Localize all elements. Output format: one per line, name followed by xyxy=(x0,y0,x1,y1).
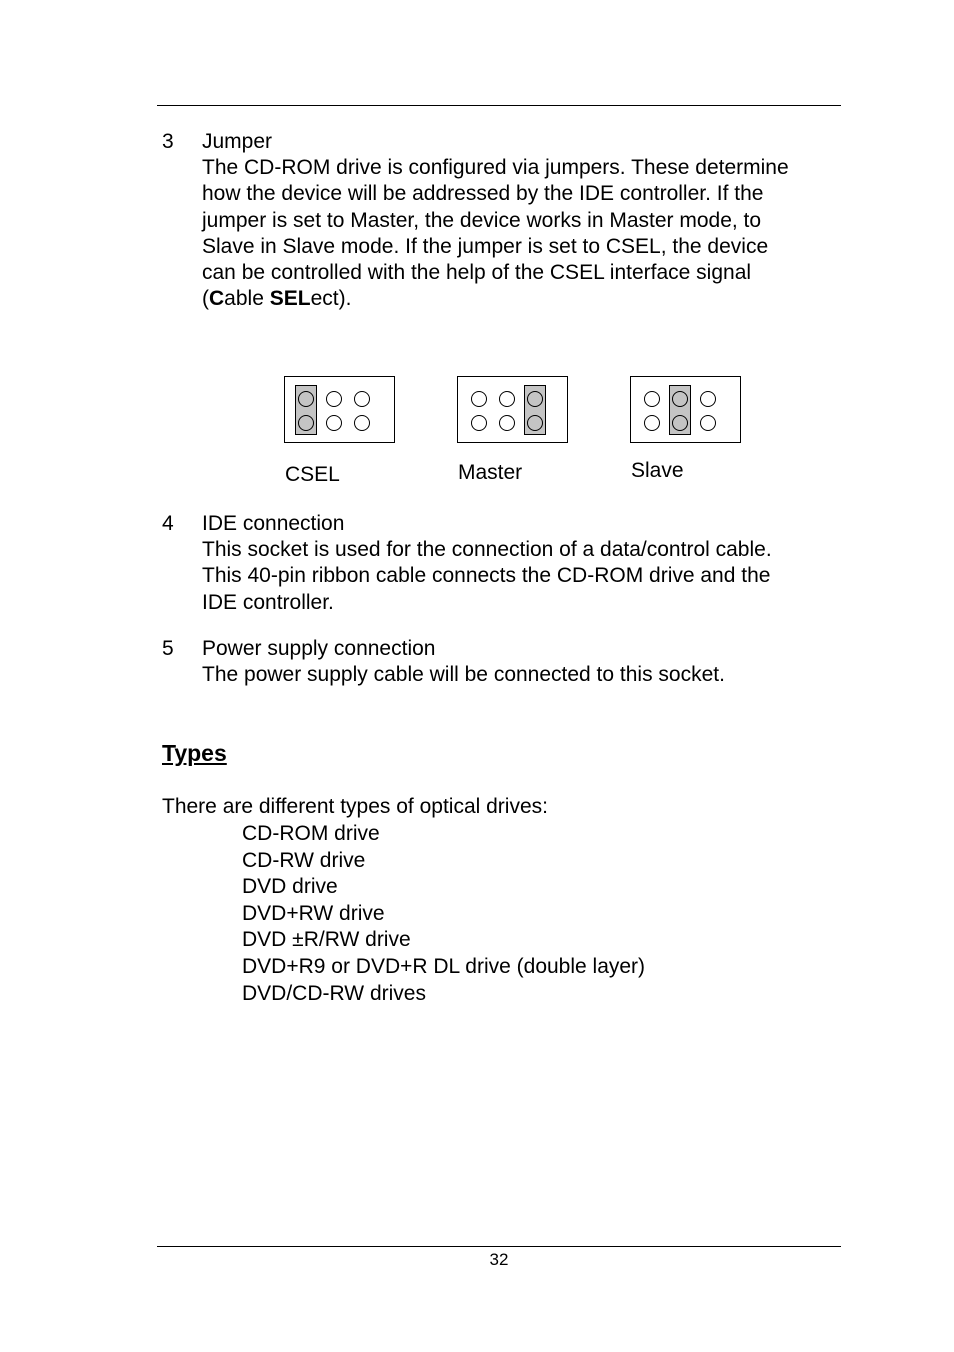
item-3-line: Slave in Slave mode. If the jumper is set to CSEL, the device xyxy=(202,234,769,258)
item-3-block xyxy=(202,129,852,312)
footer-rule xyxy=(157,1246,841,1247)
item-4-line: IDE controller. xyxy=(202,590,334,614)
list-item: DVD ±R/RW drive xyxy=(242,928,411,952)
jumper-pin xyxy=(499,415,515,431)
jumper-pin xyxy=(354,415,370,431)
item-3-line: jumper is set to Master, the device works in Master mode, to xyxy=(202,208,762,232)
item-4-line: This 40-pin ribbon cable connects the CD-ROM drive and the xyxy=(202,564,771,588)
types-intro: There are different types of optical drives: xyxy=(162,795,548,818)
list-item: DVD drive xyxy=(242,875,338,899)
jumper-label: Slave xyxy=(631,459,684,482)
jumper-pin xyxy=(354,391,370,407)
list-item: DVD+RW drive xyxy=(242,901,385,925)
item-number-5: 5 xyxy=(162,637,174,660)
list-item: CD-ROM drive xyxy=(242,822,380,845)
jumper-pin xyxy=(298,391,314,407)
jumper-pin xyxy=(326,391,342,407)
jumper-block xyxy=(630,376,741,443)
jumper-block xyxy=(457,376,568,443)
item-3-last-line xyxy=(202,286,852,312)
jumper-pin xyxy=(499,391,515,407)
item-number-3: 3 xyxy=(162,130,174,153)
jumper-label: Master xyxy=(458,461,523,484)
item-number-4: 4 xyxy=(162,512,174,535)
item-5-line: The power supply cable will be connected to this socket. xyxy=(202,663,725,687)
item-5-title: Power supply connection xyxy=(202,637,436,660)
item-3-line: can be controlled with the help of the CSEL interface signal xyxy=(202,261,752,285)
types-heading: Types xyxy=(162,740,227,766)
jumper-pin xyxy=(471,391,487,407)
item-3-line: The CD-ROM drive is configured via jumpers. These determine xyxy=(202,156,789,180)
jumper-label: CSEL xyxy=(285,463,340,486)
item-4-line: This socket is used for the connection of a data/control cable. xyxy=(202,538,772,562)
jumper-pin xyxy=(644,391,660,407)
jumper-pin xyxy=(700,391,716,407)
list-item: CD-RW drive xyxy=(242,848,366,872)
jumper-pin xyxy=(644,415,660,431)
item-3-line: how the device will be addressed by the IDE controller. If the xyxy=(202,182,764,206)
types-list xyxy=(242,821,645,1007)
item-4-title: IDE connection xyxy=(202,512,345,535)
jumper-pin xyxy=(672,415,688,431)
paren-open: ( xyxy=(202,287,209,311)
jumper-block xyxy=(284,376,395,443)
jumper-pin xyxy=(527,391,543,407)
list-item: DVD/CD-RW drives xyxy=(242,981,426,1005)
item-5-block xyxy=(202,636,852,688)
ect-text: ect). xyxy=(310,287,352,311)
jumper-pin xyxy=(672,391,688,407)
page-number: 32 xyxy=(489,1250,509,1269)
jumper-pin xyxy=(298,415,314,431)
header-rule xyxy=(157,105,841,106)
jumper-pin xyxy=(700,415,716,431)
item-4-block xyxy=(202,511,852,616)
jumper-pin xyxy=(326,415,342,431)
jumper-pin xyxy=(527,415,543,431)
able-text: able xyxy=(224,287,270,311)
bold-c: C xyxy=(209,287,225,311)
item-3-title: Jumper xyxy=(202,130,273,153)
list-item: DVD+R9 or DVD+R DL drive (double layer) xyxy=(242,954,646,978)
jumper-pin xyxy=(471,415,487,431)
bold-sel: SEL xyxy=(269,287,311,311)
